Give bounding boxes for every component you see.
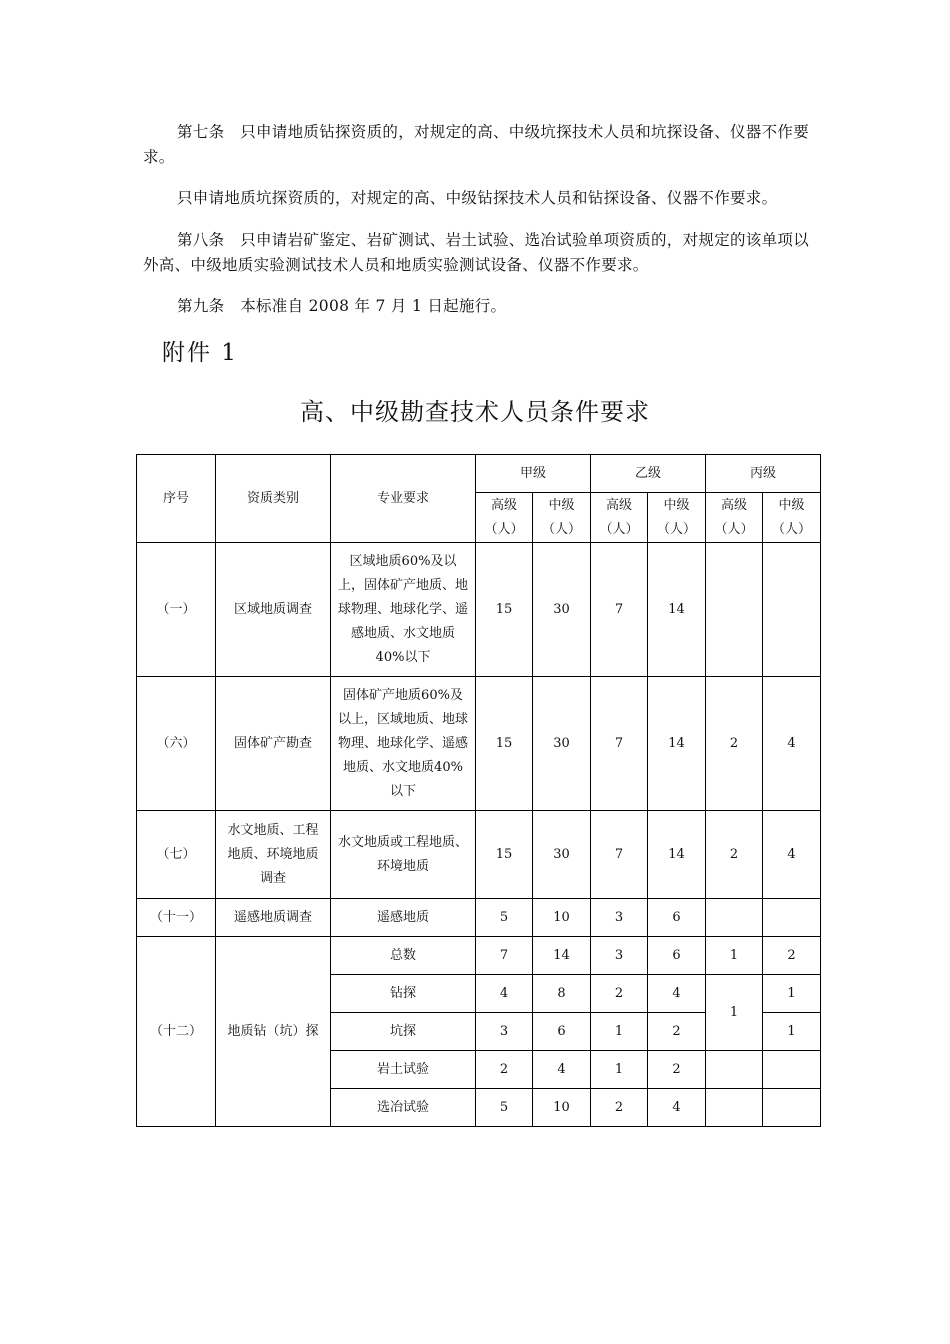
cell-a-senior: 5 (476, 899, 533, 937)
cell-c-mid (763, 543, 821, 677)
cell-c-mid (763, 1051, 821, 1089)
header-senior: 高级（人） (476, 493, 533, 543)
header-mid: 中级（人） (763, 493, 821, 543)
table-row (137, 543, 821, 677)
cell-b-senior: 2 (591, 1089, 648, 1127)
cell-c-mid: 4 (763, 677, 821, 811)
requirements-table (136, 454, 821, 1127)
cell-c-senior: 2 (706, 811, 763, 899)
header-category: 资质类别 (216, 455, 331, 543)
cell-b-mid: 2 (648, 1013, 706, 1051)
header-grade-a: 甲级 (476, 455, 591, 493)
cell-b-senior: 7 (591, 543, 648, 677)
row-seq: （七） (137, 811, 216, 899)
cell-a-mid: 10 (533, 1089, 591, 1127)
row-seq: （十二） (137, 937, 216, 1127)
cell-c-senior (706, 1051, 763, 1089)
row-major: 区域地质60%及以上，固体矿产地质、地球物理、地球化学、遥感地质、水文地质40%以下 (331, 543, 476, 677)
cell-b-senior: 7 (591, 677, 648, 811)
table-row (137, 677, 821, 811)
header-grade-b: 乙级 (591, 455, 706, 493)
table-row (137, 811, 821, 899)
row-category: 固体矿产勘查 (216, 677, 331, 811)
cell-c-mid: 1 (763, 1013, 821, 1051)
cell-c-senior-merged: 1 (706, 975, 763, 1051)
cell-a-senior: 5 (476, 1089, 533, 1127)
header-mid: 中级（人） (533, 493, 591, 543)
row-major: 水文地质或工程地质、环境地质 (331, 811, 476, 899)
cell-b-mid: 14 (648, 543, 706, 677)
paragraph-article-9: 第九条 本标准自 2008 年 7 月 1 日起施行。 (177, 297, 507, 315)
cell-b-mid: 2 (648, 1051, 706, 1089)
cell-a-senior: 2 (476, 1051, 533, 1089)
cell-c-mid: 4 (763, 811, 821, 899)
cell-a-senior: 7 (476, 937, 533, 975)
cell-a-mid: 4 (533, 1051, 591, 1089)
cell-c-mid (763, 899, 821, 937)
attachment-label: 附件 1 (162, 340, 238, 366)
row-seq: （一） (137, 543, 216, 677)
header-major: 专业要求 (331, 455, 476, 543)
header-mid: 中级（人） (648, 493, 706, 543)
row-major: 坑探 (331, 1013, 476, 1051)
table-row (137, 937, 821, 975)
page-title: 高、中级勘查技术人员条件要求 (300, 398, 650, 426)
cell-a-senior: 15 (476, 677, 533, 811)
header-senior: 高级（人） (706, 493, 763, 543)
paragraph-article-7: 第七条 只申请地质钻探资质的，对规定的高、中级坑探技术人员和坑探设备、仪器不作要求。 (143, 123, 810, 166)
cell-a-mid: 6 (533, 1013, 591, 1051)
cell-b-senior: 3 (591, 937, 648, 975)
row-major: 遥感地质 (331, 899, 476, 937)
cell-b-senior: 1 (591, 1013, 648, 1051)
cell-b-mid: 4 (648, 1089, 706, 1127)
row-category: 水文地质、工程地质、环境地质调查 (216, 811, 331, 899)
header-row (137, 455, 821, 493)
row-category: 区域地质调查 (216, 543, 331, 677)
cell-c-senior: 1 (706, 937, 763, 975)
cell-a-senior: 3 (476, 1013, 533, 1051)
table-row (137, 899, 821, 937)
row-major: 岩土试验 (331, 1051, 476, 1089)
cell-a-mid: 8 (533, 975, 591, 1013)
row-seq: （十一） (137, 899, 216, 937)
row-major: 选冶试验 (331, 1089, 476, 1127)
header-seq: 序号 (137, 455, 216, 543)
cell-c-senior (706, 1089, 763, 1127)
row-major: 总数 (331, 937, 476, 975)
row-category: 地质钻（坑）探 (216, 937, 331, 1127)
cell-b-mid: 14 (648, 811, 706, 899)
cell-b-mid: 14 (648, 677, 706, 811)
cell-c-mid: 2 (763, 937, 821, 975)
cell-a-senior: 15 (476, 543, 533, 677)
cell-a-mid: 14 (533, 937, 591, 975)
paragraph-article-8: 第八条 只申请岩矿鉴定、岩矿测试、岩土试验、选冶试验单项资质的，对规定的该单项以外高、中级地质实验测试技术人员和地质实验测试设备、仪器不作要求。 (143, 231, 810, 274)
cell-a-mid: 10 (533, 899, 591, 937)
cell-b-senior: 3 (591, 899, 648, 937)
cell-b-mid: 4 (648, 975, 706, 1013)
cell-c-mid: 1 (763, 975, 821, 1013)
row-category: 遥感地质调查 (216, 899, 331, 937)
cell-a-mid: 30 (533, 543, 591, 677)
paragraph-article-7-cont: 只申请地质坑探资质的，对规定的高、中级钻探技术人员和钻探设备、仪器不作要求。 (177, 189, 778, 207)
row-major: 固体矿产地质60%及以上，区域地质、地球物理、地球化学、遥感地质、水文地质40%以下 (331, 677, 476, 811)
cell-b-senior: 2 (591, 975, 648, 1013)
cell-a-mid: 30 (533, 811, 591, 899)
cell-c-senior (706, 899, 763, 937)
cell-b-senior: 1 (591, 1051, 648, 1089)
row-major: 钻探 (331, 975, 476, 1013)
cell-b-mid: 6 (648, 899, 706, 937)
header-grade-c: 丙级 (706, 455, 821, 493)
cell-a-mid: 30 (533, 677, 591, 811)
cell-a-senior: 15 (476, 811, 533, 899)
row-seq: （六） (137, 677, 216, 811)
header-senior: 高级（人） (591, 493, 648, 543)
cell-a-senior: 4 (476, 975, 533, 1013)
cell-b-mid: 6 (648, 937, 706, 975)
cell-c-senior (706, 543, 763, 677)
cell-c-mid (763, 1089, 821, 1127)
cell-b-senior: 7 (591, 811, 648, 899)
cell-c-senior: 2 (706, 677, 763, 811)
